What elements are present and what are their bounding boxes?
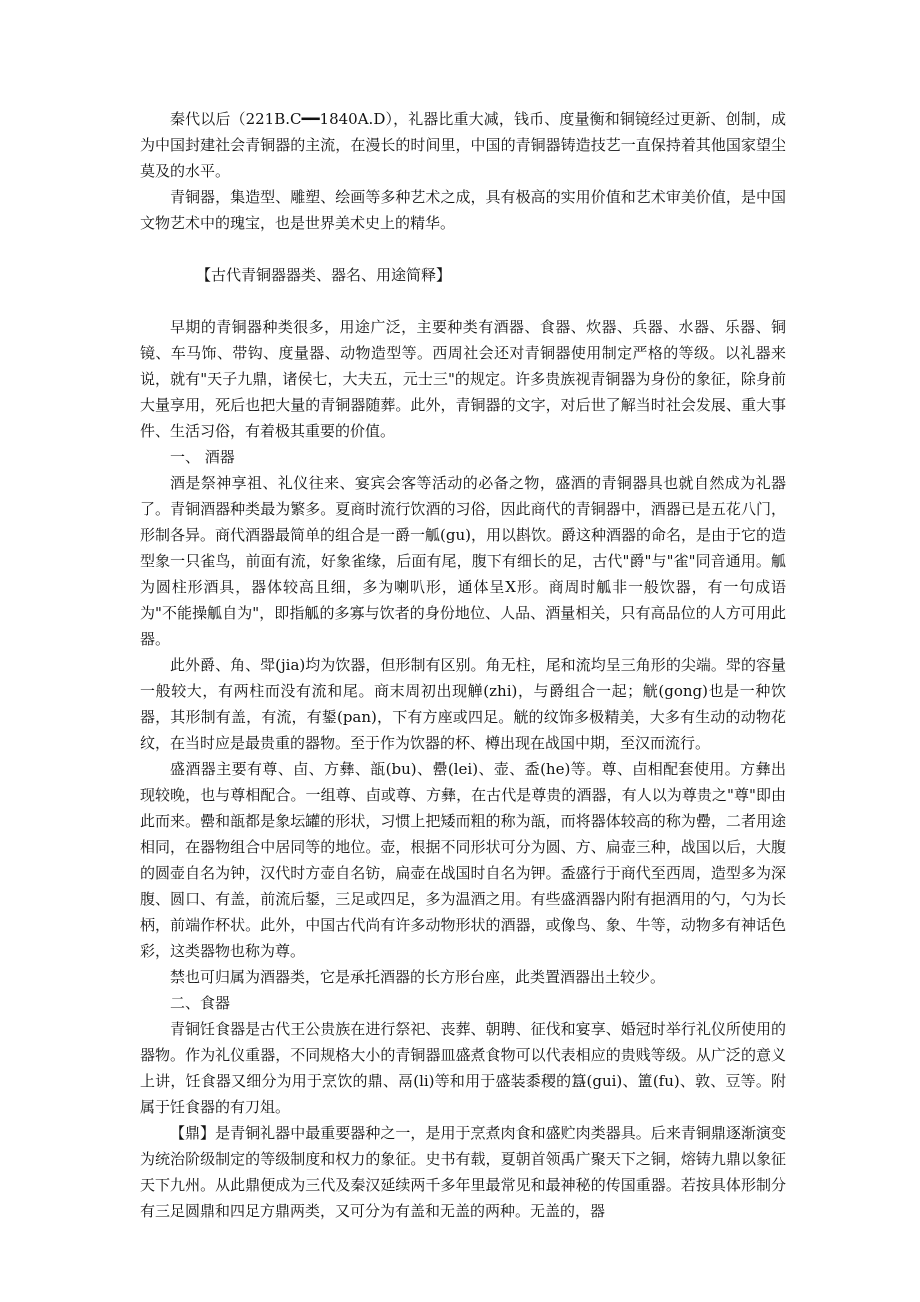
wine-heading: 一、 酒器 — [170, 448, 235, 466]
wine-paragraph: 禁也可归属为酒器类，它是承托酒器的长方形台座，此类置酒器出土较少。 — [170, 968, 666, 986]
wine-paragraph: 酒是祭神享祖、礼仪往来、宴宾会客等活动的必备之物，盛酒的青铜器具也就自然成为礼器了。青铜酒器种类最为繁多。夏商时流行饮酒的习俗，因此商代的青铜器中，酒器已是五花八门，形制各异。商代酒器最简单的组合是一爵一觚(gu)，用以斟饮。爵这种酒器的命名，是由于它的造型象一只雀鸟，前面有流，好象雀缘，后面有尾，腹下有细长的足，古代"爵"与"雀"同音通用。觚为圆柱形酒具，器体较高且细，多为喇叭形，通体呈X形。商周时觚非一般饮器，有一句成语为"不能操觚自为"，即指觚的多寡与饮者的身份地位、人品、酒量相关，只有高品位的人方可用此器。 — [140, 474, 786, 648]
food-paragraph: 青铜饪食器是古代王公贵族在进行祭祀、丧葬、朝聘、征伐和宴享、婚冠时举行礼仪所使用的器物。作为礼仪重器，不同规格大小的青铜器皿盛煮食物可以代表相应的贵贱等级。从广泛的意义上讲，饪食器又细分为用于烹饮的鼎、鬲(li)等和用于盛装黍稷的簋(gui)、簠(fu)、敦、豆等。附属于饪食器的有刀俎。 — [140, 1020, 786, 1116]
wine-paragraph: 此外爵、角、斝(jia)均为饮器，但形制有区别。角无柱，尾和流均呈三角形的尖端。斝的容量一般较大，有两柱而没有流和尾。商末周初出现觯(zhi)，与爵组合一起；觥(gong)也是一种饮器，其形制有盖，有流，有鋬(pan)，下有方座或四足。觥的纹饰多极精美，大多有生动的动物花纹，在当时应是最贵重的器物。至于作为饮器的杯、樽出现在战国中期，至汉而流行。 — [140, 656, 786, 752]
document-page — [140, 106, 786, 1224]
intro-paragraph: 青铜器，集造型、雕塑、绘画等多种艺术之成，具有极高的实用价值和艺术审美价值，是中国文物艺术中的瑰宝，也是世界美术史上的精华。 — [140, 188, 786, 232]
food-paragraph: 【鼎】是青铜礼器中最重要器种之一，是用于烹煮肉食和盛贮肉类器具。后来青铜鼎逐渐演变为统治阶级制定的等级制度和权力的象征。史书有载，夏朝首领禹广聚天下之铜，熔铸九鼎以象征天下九州。从此鼎便成为三代及秦汉延续两千多年里最常见和最神秘的传国重器。若按具体形制分有三足圆鼎和四足方鼎两类，又可分为有盖和无盖的两种。无盖的，器 — [140, 1124, 786, 1220]
section-title: 【古代青铜器器类、器名、用途简释】 — [196, 266, 452, 284]
food-heading: 二、食器 — [170, 994, 231, 1012]
wine-paragraph: 盛酒器主要有尊、卣、方彝、瓿(bu)、罍(lei)、壶、盉(he)等。尊、卣相配套使用。方彝出现较晚，也与尊相配合。一组尊、卣或尊、方彝，在古代是尊贵的酒器，有人以为尊贵之"尊"即由此而来。罍和瓿都是象坛罐的形状，习惯上把矮而粗的称为瓿，而将器体较高的称为罍，二者用途相同，在器物组合中居同等的地位。壶，根据不同形状可分为圆、方、扁壶三种，战国以后，大腹的圆壶自名为钟，汉代时方壶自名钫，扁壶在战国时自名为钾。盉盛行于商代至西周，造型多为深腹、圆口、有盖，前流后鋬，三足或四足，多为温酒之用。有些盛酒器内附有挹酒用的勺，勺为长柄，前端作杯状。此外，中国古代尚有许多动物形状的酒器，或像鸟、象、牛等，动物多有神话色彩，这类器物也称为尊。 — [140, 760, 786, 960]
overview-paragraph: 早期的青铜器种类很多，用途广泛，主要种类有酒器、食器、炊器、兵器、水器、乐器、铜镜、车马饰、带钩、度量器、动物造型等。西周社会还对青铜器使用制定严格的等级。以礼器来说，就有"天子九鼎，诸侯七，大夫五，元士三"的规定。许多贵族视青铜器为身份的象征，除身前大量享用，死后也把大量的青铜器随葬。此外，青铜器的文字，对后世了解当时社会发展、重大事件、生活习俗，有着极其重要的价值。 — [140, 318, 786, 440]
intro-paragraph: 秦代以后（221B.C━━1840A.D），礼器比重大减，钱币、度量衡和铜镜经过更新、创制，成为中国封建社会青铜器的主流，在漫长的时间里，中国的青铜器铸造技艺一直保持着其他国家望尘莫及的水平。 — [140, 110, 786, 180]
